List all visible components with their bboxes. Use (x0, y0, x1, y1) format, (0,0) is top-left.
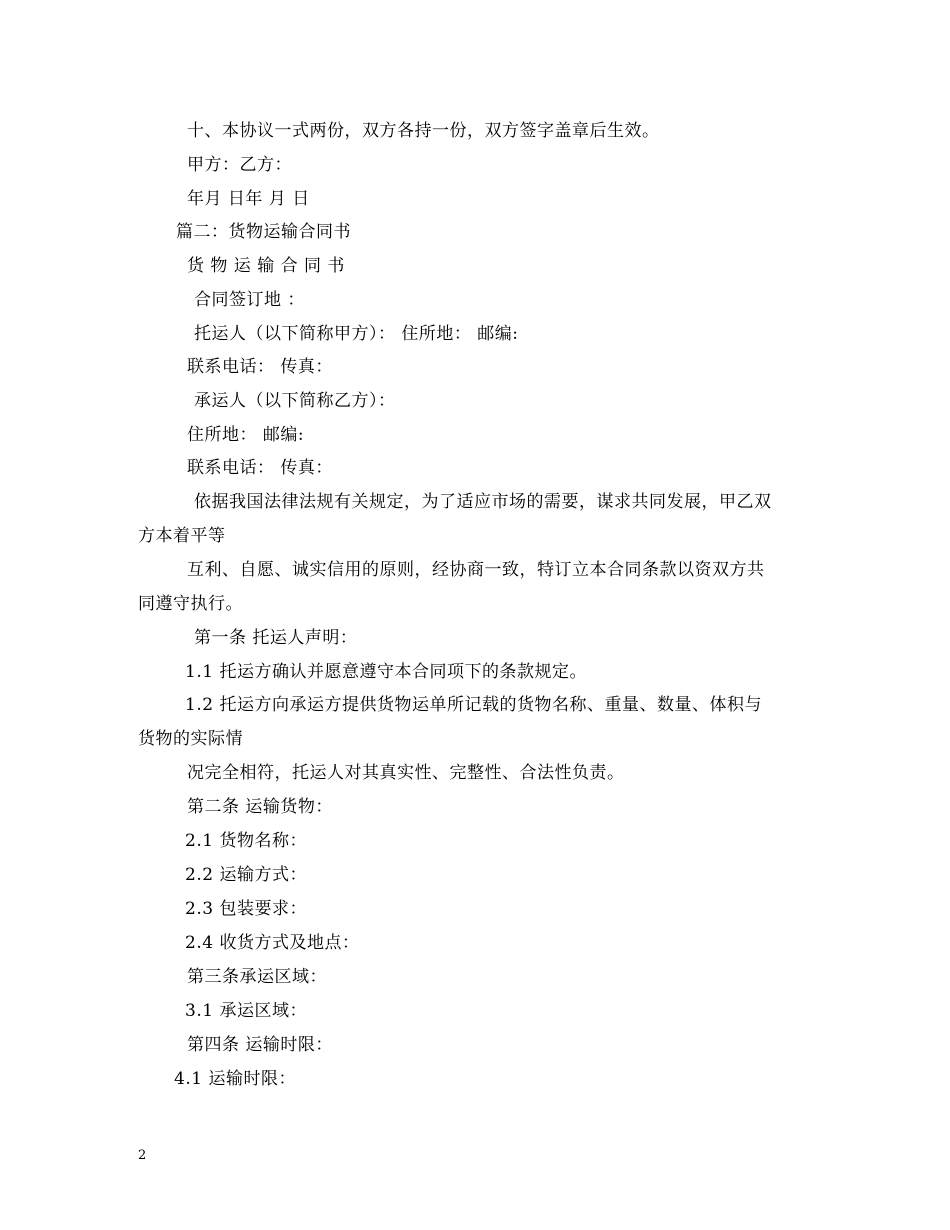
clause-2-1: 2.1 货物名称： (185, 831, 307, 851)
page-number: 2 (138, 1148, 147, 1163)
preamble-line-3: 互利、自愿、诚实信用的原则，经协商一致，特订立本合同条款以资双方共 (187, 560, 765, 580)
preamble-line-4: 同遵守执行。 (138, 594, 243, 614)
clause-3-1: 3.1 承运区域： (185, 1001, 307, 1021)
clause-2-3: 2.3 包装要求： (185, 899, 307, 919)
shipper-line: 托运人（以下简称甲方）： 住所地： 邮编: (194, 324, 519, 344)
clause-2-2: 2.2 运输方式： (185, 865, 307, 885)
clause-ten-line: 十、本协议一式两份，双方各持一份，双方签字盖章后生效。 (187, 121, 660, 141)
clause-2-4: 2.4 收货方式及地点： (185, 933, 360, 953)
contract-location-line: 合同签订地 ： (194, 290, 305, 310)
article-two-heading: 第二条 运输货物： (187, 797, 333, 817)
date-line: 年月 日年 月 日 (187, 189, 310, 209)
article-three-heading: 第三条承运区域： (187, 967, 327, 987)
clause-1-2-line-3: 况完全相符，托运人对其真实性、完整性、合法性负责。 (187, 763, 625, 783)
preamble-line-1: 依据我国法律法规有关规定，为了适应市场的需要，谋求共同发展，甲乙双 (194, 492, 772, 512)
clause-4-1: 4.1 运输时限： (174, 1069, 296, 1089)
party-signature-line: 甲方：乙方： (187, 155, 292, 175)
article-four-heading: 第四条 运输时限： (187, 1035, 333, 1055)
shipper-contact-line: 联系电话： 传真： (187, 357, 333, 377)
section-heading: 篇二：货物运输合同书 (176, 222, 351, 242)
article-one-heading: 第一条 托运人声明： (194, 628, 358, 648)
clause-1-2-line-2: 货物的实际情 (138, 729, 243, 749)
carrier-address-line: 住所地： 邮编: (187, 425, 305, 445)
preamble-line-2: 方本着平等 (138, 526, 226, 546)
carrier-contact-line: 联系电话： 传真： (187, 458, 333, 478)
carrier-line: 承运人（以下简称乙方）： (194, 391, 396, 411)
clause-1-1: 1.1 托运方确认并愿意遵守本合同项下的条款规定。 (185, 662, 587, 682)
clause-1-2-line-1: 1.2 托运方向承运方提供货物运单所记载的货物名称、重量、数量、体积与 (185, 695, 762, 715)
document-title: 货 物 运 输 合 同 书 (187, 256, 345, 276)
